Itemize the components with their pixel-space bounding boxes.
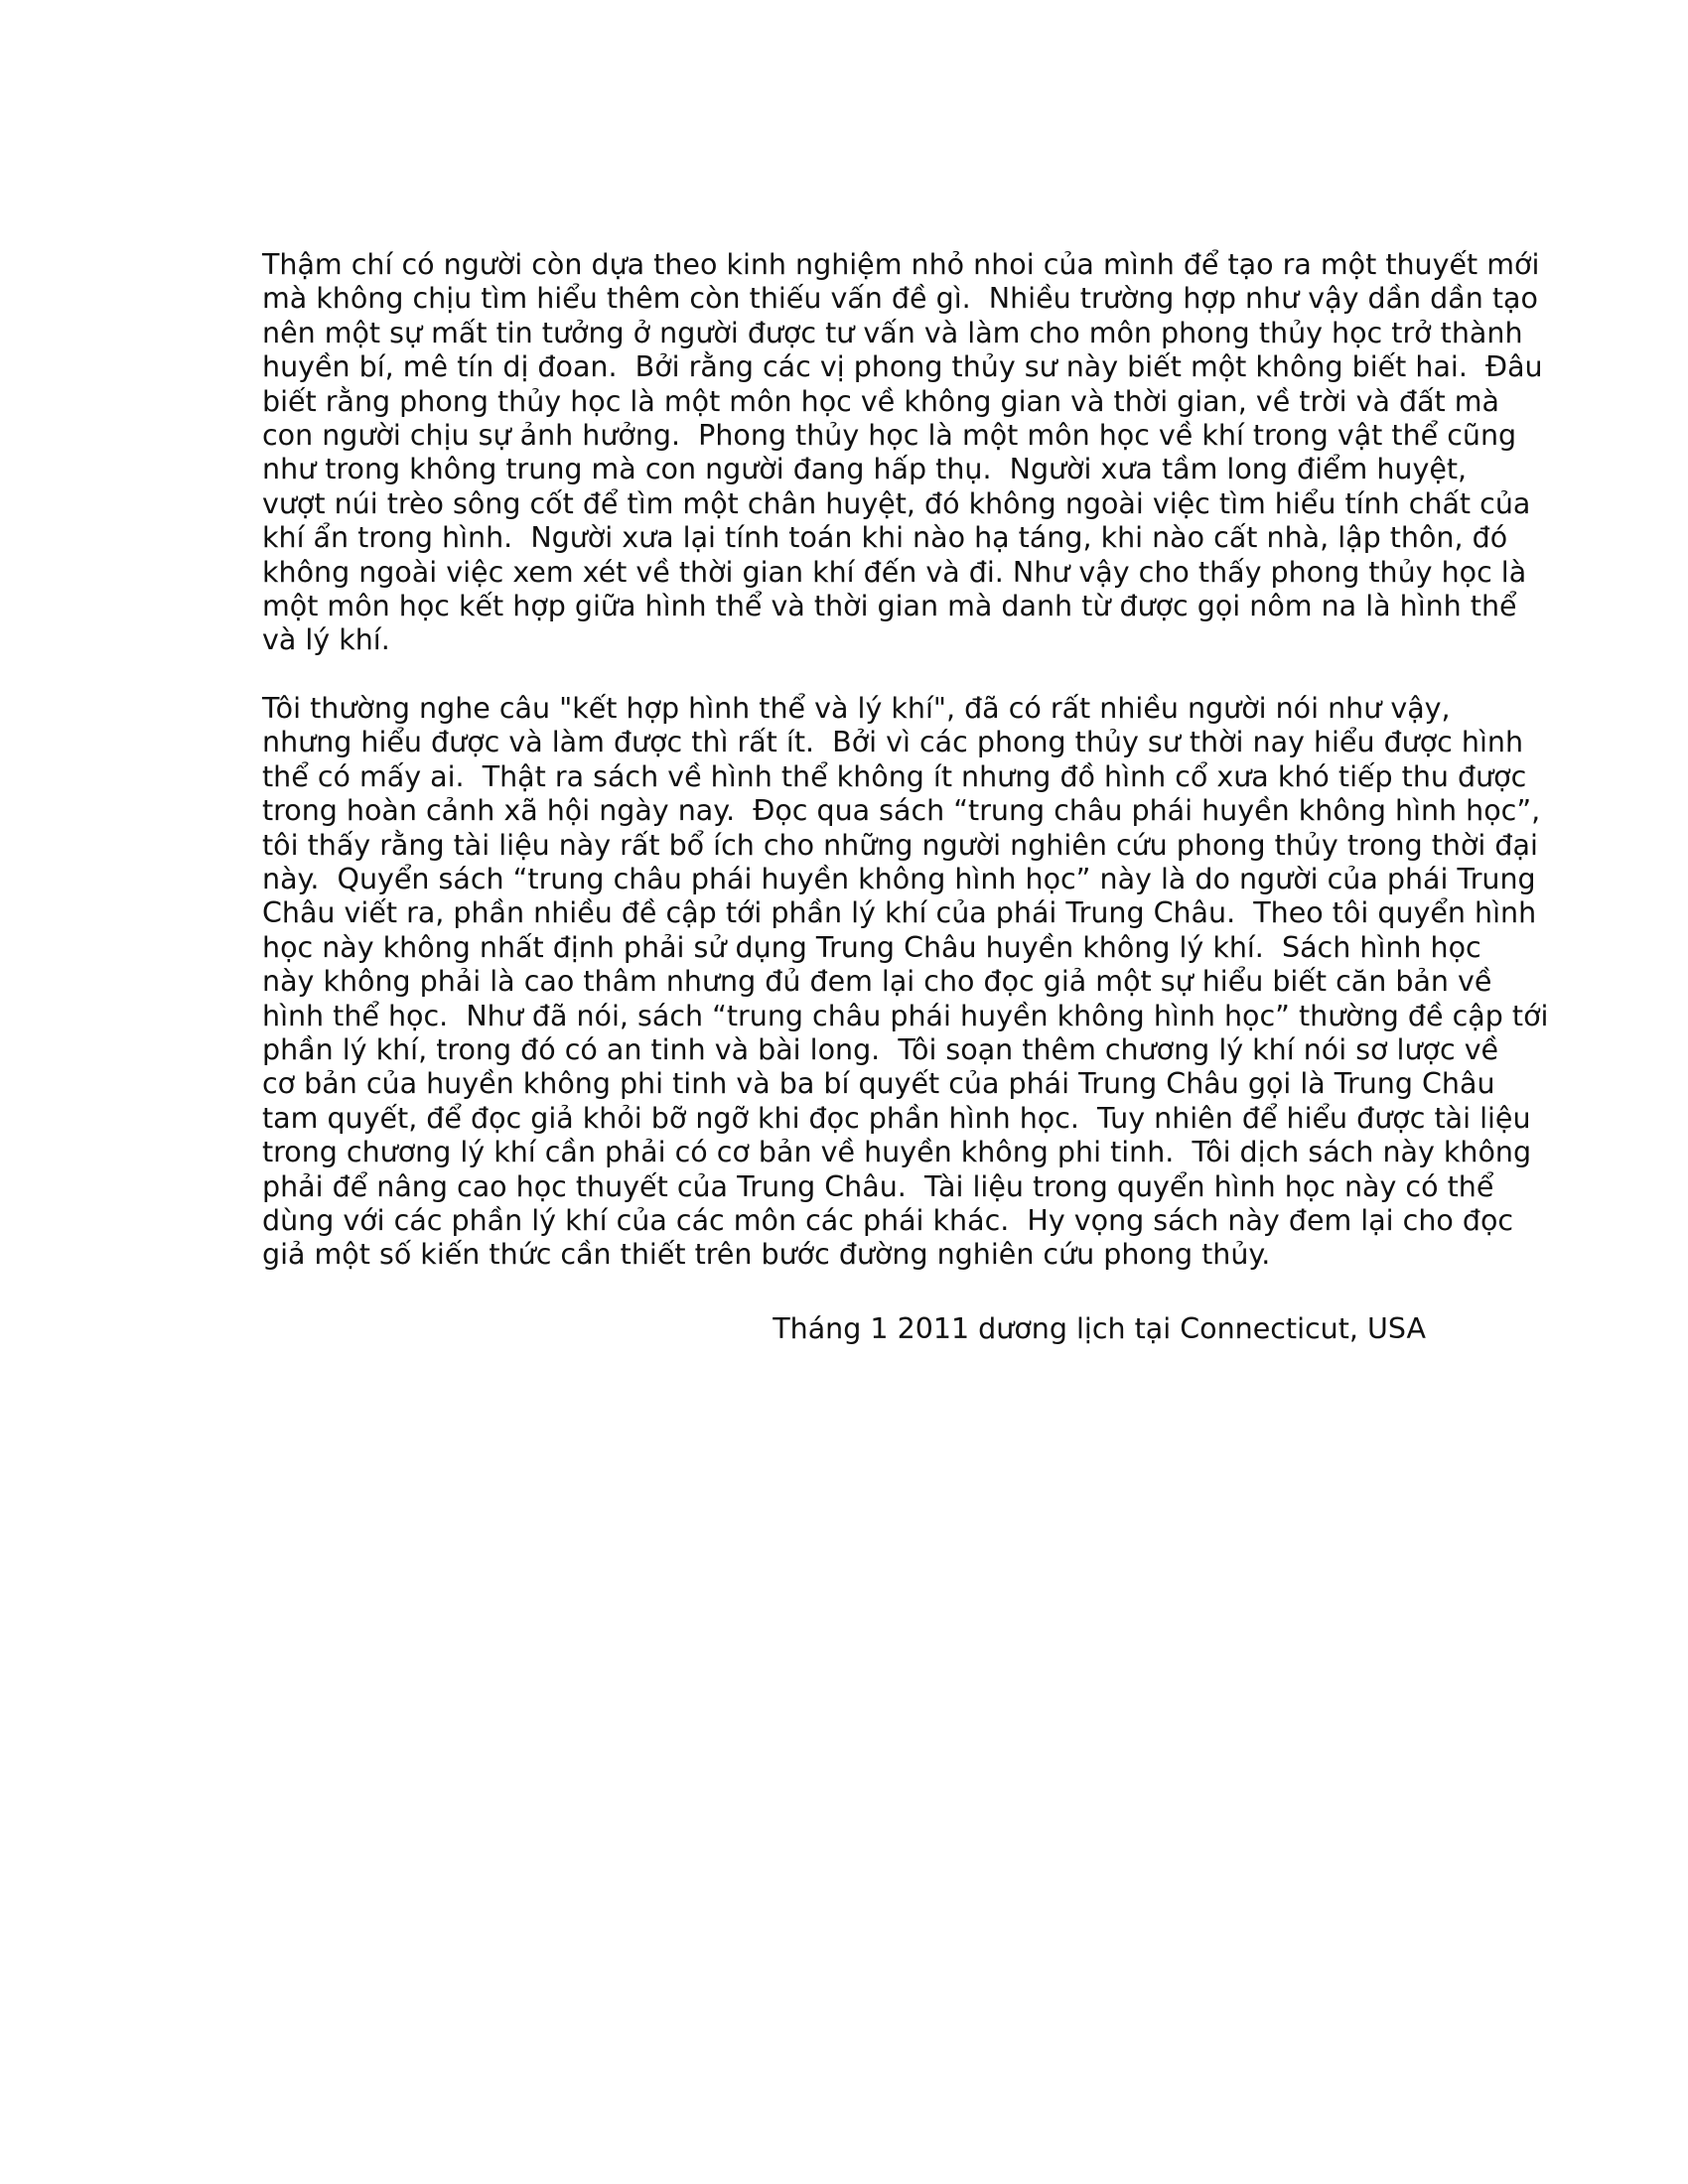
text-line: hình thể học. Như đã nói, sách “trung châu phái huyền không hình học” thường đề cập tới [262,999,1549,1032]
text-line: huyền bí, mê tín dị đoan. Bởi rằng các vị phong thủy sư này biết một không biết hai. Đâu [262,350,1543,384]
signature-line: Tháng 1 2011 dương lịch tại Connecticut, USA [773,1312,1426,1345]
text-line: một môn học kết hợp giữa hình thể và thời gian mà danh từ được gọi nôm na là hình thể [262,590,1517,623]
text-line: thể có mấy ai. Thật ra sách về hình thể không ít nhưng đồ hình cổ xưa khó tiếp thu được [262,759,1527,793]
text-line: con người chịu sự ảnh hưởng. Phong thủy học là một môn học về khí trong vật thể cũng [262,419,1517,453]
text-line: Thậm chí có người còn dựa theo kinh nghiệm nhỏ nhoi của mình để tạo ra một thuyết mới [262,248,1540,281]
text-line: Châu viết ra, phần nhiều đề cập tới phần lý khí của phái Trung Châu. Theo tôi quyển hình [262,896,1537,930]
text-line: tôi thấy rằng tài liệu này rất bổ ích cho những người nghiên cứu phong thủy trong thời đại [262,828,1538,862]
text-line: khí ẩn trong hình. Người xưa lại tính toán khi nào hạ táng, khi nào cất nhà, lập thôn, đó [262,521,1508,555]
text-line: phần lý khí, trong đó có an tinh và bài long. Tôi soạn thêm chương lý khí nói sơ lược về [262,1032,1499,1066]
text-line: và lý khí. [262,623,390,657]
text-line: cơ bản của huyền không phi tinh và ba bí quyết của phái Trung Châu gọi là Trung Châu [262,1067,1495,1101]
text-line: nhưng hiểu được và làm được thì rất ít. Bởi vì các phong thủy sư thời nay hiểu được hình [262,726,1524,759]
paragraph-intro [262,248,1543,658]
text-line: Tôi thường nghe câu "kết hợp hình thể và lý khí", đã có rất nhiều người nói như vậy, [262,691,1451,725]
text-line: mà không chịu tìm hiểu thêm còn thiếu vấn đề gì. Nhiều trường hợp như vậy dần dần tạo [262,282,1538,316]
text-line: trong chương lý khí cần phải có cơ bản về huyền không phi tinh. Tôi dịch sách này không [262,1136,1532,1169]
text-line: giả một số kiến thức cần thiết trên bước đường nghiên cứu phong thủy. [262,1238,1271,1272]
text-line: biết rằng phong thủy học là một môn học về không gian và thời gian, về trời và đất mà [262,384,1499,418]
text-line: học này không nhất định phải sử dụng Trung Châu huyền không lý khí. Sách hình học [262,930,1481,964]
text-line: như trong không trung mà con người đang hấp thụ. Người xưa tầm long điểm huyệt, [262,453,1468,486]
text-line: tam quyết, để đọc giả khỏi bỡ ngỡ khi đọc phần hình học. Tuy nhiên để hiểu được tài liệu [262,1101,1531,1135]
paragraph-translator-note [262,691,1549,1273]
text-line: này không phải là cao thâm nhưng đủ đem lại cho đọc giả một sự hiểu biết căn bản về [262,965,1492,999]
text-line: này. Quyển sách “trung châu phái huyền không hình học” này là do người của phái Trung [262,862,1536,895]
text-line: không ngoài việc xem xét về thời gian khí đến và đi. Như vậy cho thấy phong thủy học là [262,555,1527,589]
text-line: dùng với các phần lý khí của các môn các phái khác. Hy vọng sách này đem lại cho đọc [262,1203,1514,1237]
text-line: trong hoàn cảnh xã hội ngày nay. Đọc qua sách “trung châu phái huyền không hình học”, [262,794,1541,828]
text-line: vượt núi trèo sông cốt để tìm một chân huyệt, đó không ngoài việc tìm hiểu tính chất của [262,486,1531,520]
text-line: phải để nâng cao học thuyết của Trung Châu. Tài liệu trong quyển hình học này có thể [262,1169,1494,1203]
body-text [262,248,1549,1273]
text-line: nên một sự mất tin tưởng ở người được tư vấn và làm cho môn phong thủy học trở thành [262,316,1523,349]
